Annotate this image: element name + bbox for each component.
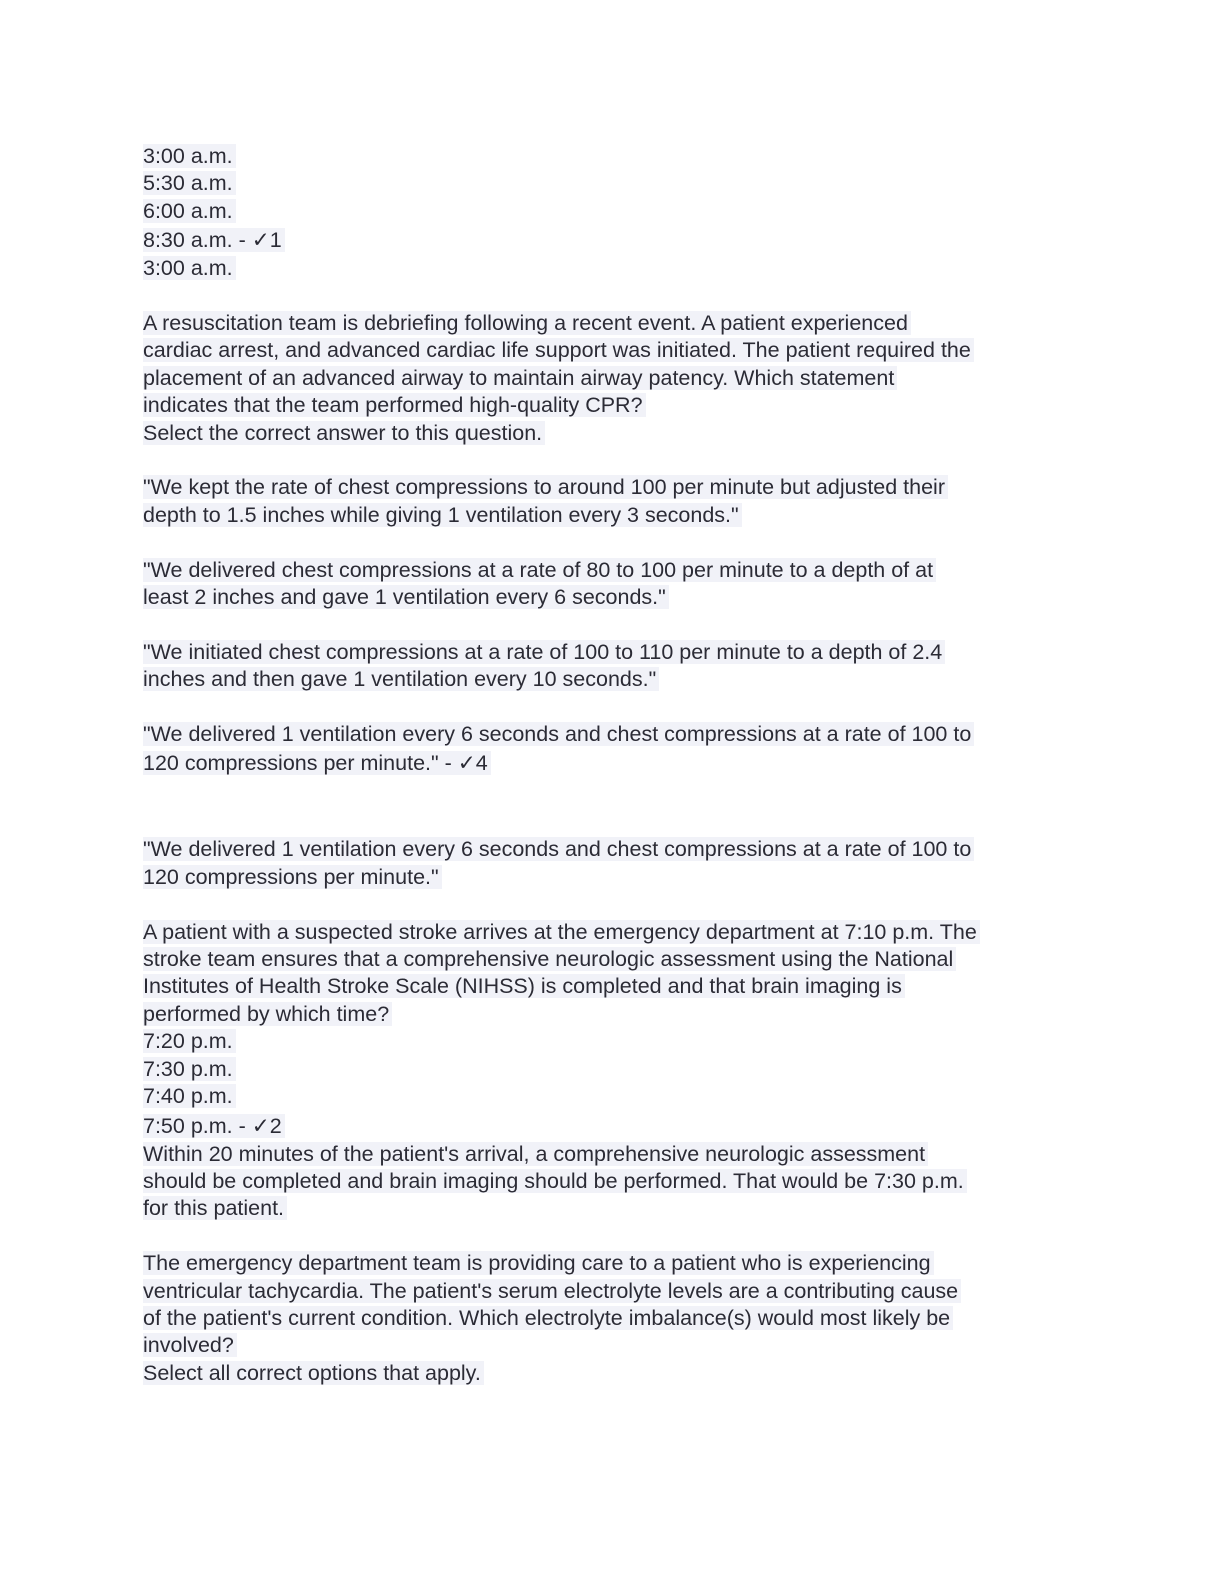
q2-option-1: "We kept the rate of chest compressions to around 100 per minute but adjusted their depth to 1.5 inches while giving 1 ventilation every 3 seconds." xyxy=(143,474,1083,529)
q3-option-2: 7:30 p.m. xyxy=(143,1056,1083,1083)
q2-option-3: "We initiated chest compressions at a rate of 100 to 110 per minute to a depth of 2.4 inches and then gave 1 ventilation every 10 seconds." xyxy=(143,639,1083,694)
q4-stem: The emergency department team is providing care to a patient who is experiencing ventricular tachycardia. The patient's serum electrolyte levels are a contributing cause of the patient's current condition. Which electrolyte imbalance(s) would most likely be involved? Select all correct options that apply. xyxy=(143,1250,1083,1387)
q2-option-2: "We delivered chest compressions at a rate of 80 to 100 per minute to a depth of at least 2 inches and gave 1 ventilation every 6 seconds." xyxy=(143,557,1083,612)
q3-option-1: 7:20 p.m. xyxy=(143,1028,1083,1055)
q3-rationale: Within 20 minutes of the patient's arrival, a comprehensive neurologic assessment should be completed and brain imaging should be performed. That would be 7:30 p.m. for this patient. xyxy=(143,1141,1083,1223)
q4-instruction: Select all correct options that apply. xyxy=(143,1360,1083,1387)
q1-answer: 3:00 a.m. xyxy=(143,255,1083,282)
q3-option-4-correct: 7:50 p.m. - ✓2 xyxy=(143,1111,1083,1141)
q3-options xyxy=(143,1028,1083,1140)
q1-options xyxy=(143,143,1083,283)
q3-option-3: 7:40 p.m. xyxy=(143,1083,1083,1110)
q1-option-2: 5:30 a.m. xyxy=(143,170,1083,197)
q1-option-1: 3:00 a.m. xyxy=(143,143,1083,170)
q2-stem: A resuscitation team is debriefing following a recent event. A patient experienced cardiac arrest, and advanced cardiac life support was initiated. The patient required the placement of an advanced airway to maintain airway patency. Which statement indicates that the team performed high-quality CPR? Select the correct answer to this question. xyxy=(143,310,1083,447)
q2-instruction: Select the correct answer to this question. xyxy=(143,420,1083,447)
q2-option-4-correct: "We delivered 1 ventilation every 6 seconds and chest compressions at a rate of 100 to 120 compressions per minute." - ✓4 xyxy=(143,721,1083,778)
q3-stem: A patient with a suspected stroke arrives at the emergency department at 7:10 p.m. The stroke team ensures that a comprehensive neurologic assessment using the National Institutes of Health Stroke Scale (NIHSS) is completed and that brain imaging is performed by which time? xyxy=(143,919,1083,1029)
document-page xyxy=(143,143,1083,1387)
q1-option-4-correct: 8:30 a.m. - ✓1 xyxy=(143,225,1083,255)
q1-option-3: 6:00 a.m. xyxy=(143,198,1083,225)
q2-answer: "We delivered 1 ventilation every 6 seconds and chest compressions at a rate of 100 to 120 compressions per minute." xyxy=(143,836,1083,891)
